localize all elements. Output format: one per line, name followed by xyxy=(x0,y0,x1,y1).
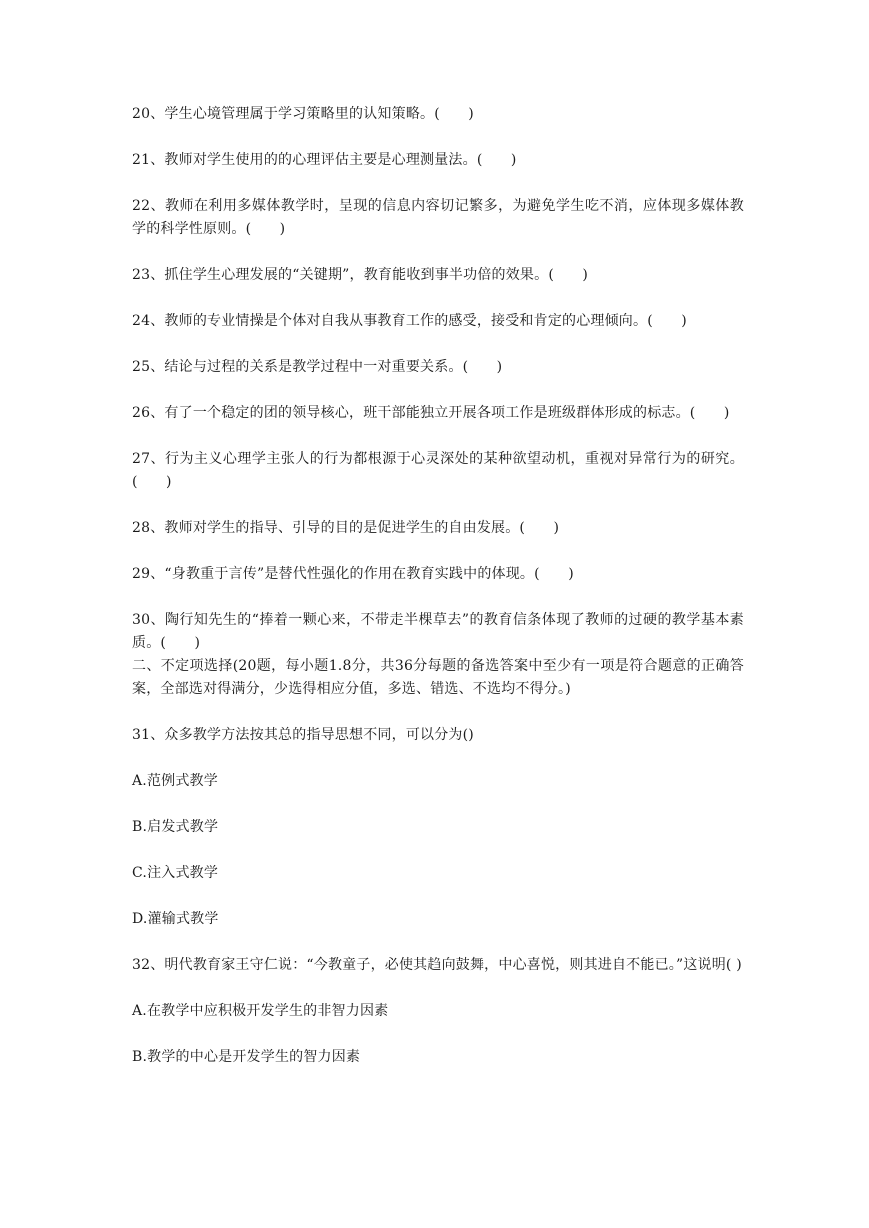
question-31-option-d: D.灌输式教学 xyxy=(132,911,219,927)
question-25: 25、结论与过程的关系是教学过程中一对重要关系。( ) xyxy=(132,359,503,375)
question-22: 22、教师在利用多媒体教学时，呈现的信息内容切记繁多，为避免学生吃不消，应体现多媒体教学的科学性原则。( ) xyxy=(132,198,744,237)
question-23: 23、抓住学生心理发展的“关键期”，教育能收到事半功倍的效果。( ) xyxy=(132,267,589,283)
question-28: 28、教师对学生的指导、引导的目的是促进学生的自由发展。( ) xyxy=(132,520,560,536)
question-27: 27、行为主义心理学主张人的行为都根源于心灵深处的某种欲望动机，重视对异常行为的研究。( ) xyxy=(132,451,744,490)
question-32-option-b: B.教学的中心是开发学生的智力因素 xyxy=(132,1049,361,1065)
question-31-option-c: C.注入式教学 xyxy=(132,865,219,881)
question-26: 26、有了一个稳定的团的领导核心，班干部能独立开展各项工作是班级群体形成的标志。( ) xyxy=(132,405,730,421)
question-32-option-a: A.在教学中应积极开发学生的非智力因素 xyxy=(132,1003,389,1019)
question-31-option-b: B.启发式教学 xyxy=(132,819,219,835)
question-32: 32、明代教育家王守仁说：“今教童子，必使其趋向鼓舞，中心喜悦，则其进自不能已。”这说明( ) xyxy=(132,957,742,973)
question-29: 29、“身教重于言传”是替代性强化的作用在教育实践中的体现。( ) xyxy=(132,566,574,582)
question-24: 24、教师的专业情操是个体对自我从事教育工作的感受，接受和肯定的心理倾向。( ) xyxy=(132,313,687,329)
question-31: 31、众多教学方法按其总的指导思想不同，可以分为() xyxy=(132,727,474,743)
question-20: 20、学生心境管理属于学习策略里的认知策略。( ) xyxy=(132,106,474,122)
question-31-option-a: A.范例式教学 xyxy=(132,773,218,789)
document-page xyxy=(132,103,744,1069)
section-heading-multiple-choice: 二、不定项选择(20题，每小题1.8分，共36分每题的备选答案中至少有一项是符合题意的正确答案，全部选对得满分，少选得相应分值，多选、错选、不选均不得分。) xyxy=(132,658,744,697)
question-21: 21、教师对学生使用的的心理评估主要是心理测量法。( ) xyxy=(132,152,517,168)
question-30: 30、陶行知先生的“捧着一颗心来，不带走半棵草去”的教育信条体现了教师的过硬的教学基本素质。( ) xyxy=(132,612,744,651)
